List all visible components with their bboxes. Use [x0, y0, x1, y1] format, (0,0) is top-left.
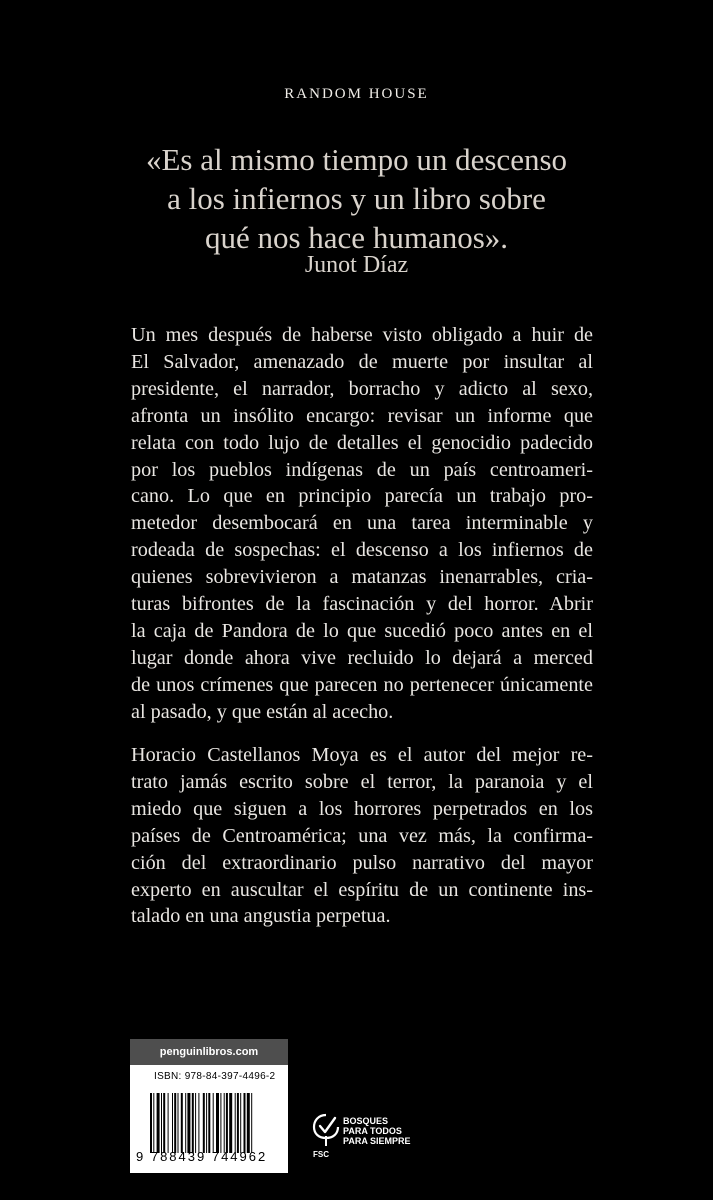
fsc-slogan-line: PARA SIEMPRE: [343, 1136, 411, 1146]
text-line: El Salvador, amenazado de muerte por insultar al: [131, 350, 593, 373]
blurb-author: Junot Díaz: [304, 252, 409, 278]
synopsis-paragraph-1: [131, 322, 593, 726]
text-line: relata con todo lujo de detalles el genocidio padecido: [131, 431, 593, 454]
fsc-slogan: [343, 1116, 411, 1146]
publisher-name: RANDOM HOUSE: [284, 86, 429, 102]
text-line: experto en auscultar el espíritu de un continente ins-: [131, 878, 593, 901]
text-line: presidente, el narrador, borracho y adicto al sexo,: [131, 377, 593, 400]
barcode-panel: [130, 1039, 288, 1173]
text-line: trato jamás escrito sobre el terror, la paranoia y el: [131, 770, 593, 793]
text-line: metedor desembocará en una tarea interminable y: [131, 512, 593, 535]
text-line: la caja de Pandora de lo que sucedió poco antes en el: [131, 619, 593, 642]
text-line: quienes sobrevivieron a matanzas inenarrables, cria-: [131, 566, 593, 589]
blurb-line: «Es al mismo tiempo un descenso: [145, 142, 568, 177]
fsc-slogan-line: PARA TODOS: [343, 1126, 402, 1136]
blurb-quote: [0, 140, 713, 257]
tree-check-icon: [311, 1112, 341, 1148]
text-line: Un mes después de haberse visto obligado a huir de: [131, 324, 593, 346]
barcode-icon: [150, 1093, 280, 1153]
isbn-label: ISBN: 978-84-397-4496-2: [154, 1071, 276, 1082]
website-label: penguinlibros.com: [130, 1039, 288, 1065]
ean-digits: 9 788439 744962: [136, 1149, 268, 1164]
blurb-line: a los infiernos y un libro sobre: [167, 181, 546, 216]
fsc-label: FSC: [313, 1150, 329, 1159]
text-line: talado en una angustia perpetua.: [131, 905, 391, 928]
text-line: de unos crímenes que parecen no pertenecer únicamente: [131, 673, 593, 696]
text-line: Horacio Castellanos Moya es el autor del mejor re-: [131, 744, 593, 766]
synopsis-paragraph-2: [131, 742, 593, 930]
fsc-slogan-line: BOSQUES: [343, 1116, 389, 1126]
text-line: ción del extraordinario pulso narrativo del mayor: [131, 851, 593, 874]
text-line: rodeada de sospechas: el descenso a los infiernos de: [131, 539, 593, 562]
fsc-logo: [311, 1112, 431, 1172]
text-line: turas bifrontes de la fascinación y del horror. Abrir: [131, 593, 593, 616]
text-line: países de Centroamérica; una vez más, la confirma-: [131, 824, 593, 847]
text-line: afronta un insólito encargo: revisar un informe que: [131, 404, 593, 427]
blurb-line: qué nos hace humanos».: [204, 220, 509, 255]
text-line: cano. Lo que en principio parecía un trabajo pro-: [131, 485, 593, 508]
text-line: lugar donde ahora vive recluido lo dejará a merced: [131, 646, 593, 669]
text-line: al pasado, y que están al acecho.: [131, 700, 394, 723]
text-line: por los pueblos indígenas de un país centroameri-: [131, 458, 593, 481]
text-line: miedo que siguen a los horrores perpetrados en los: [131, 797, 593, 820]
